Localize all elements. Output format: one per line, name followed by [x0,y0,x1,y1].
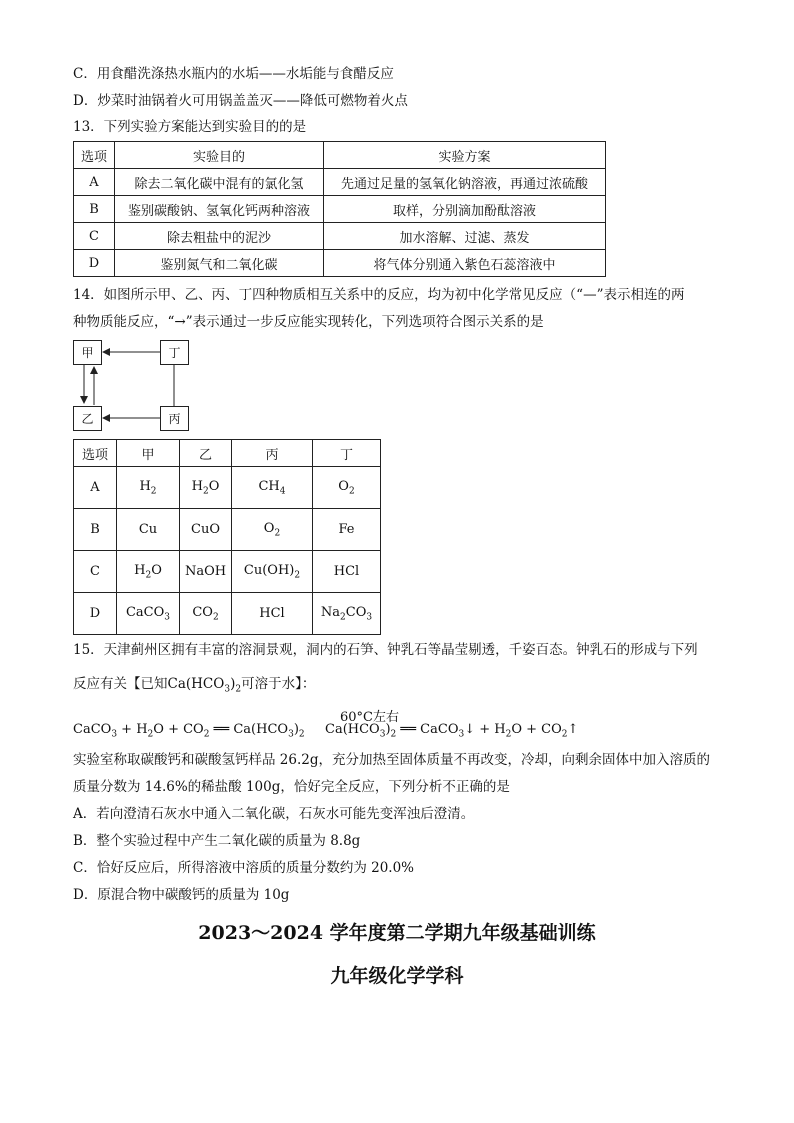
q15-option-a: A．若向澄清石灰水中通入二氧化碳，石灰水可能先变浑浊后澄清。 [73,806,475,822]
table-cell: 鉴别碳酸钠、氢氧化钙两种溶液 [115,196,324,223]
table-header: 乙 [180,440,232,467]
table-header-row [74,440,381,467]
table-cell: $CH_4$ [232,467,313,509]
table-cell: 先通过足量的氢氧化钠溶液，再通过浓硫酸 [324,169,606,196]
table-cell: 除去二氧化碳中混有的氯化氢 [115,169,324,196]
q15-option-b: B．整个实验过程中产生二氧化碳的质量为 8.8g [73,833,361,849]
table-cell: D [74,593,117,635]
q14-table [73,439,381,635]
option-c-prev: C．用食醋洗涤热水瓶内的水垢——水垢能与食醋反应 [73,66,394,82]
q14-stem-line2: 种物质能反应，“→”表示通过一步反应能实现转化，下列选项符合图示关系的是 [73,314,544,330]
q15-stem-line2 [73,674,315,700]
table-header: 选项 [74,440,117,467]
q15-stem-line1: 15．天津蓟州区拥有丰富的溶洞景观，洞内的石笋、钟乳石等晶莹剔透，千姿百态。钟乳石的形成与下列 [73,642,698,658]
table-header: 实验目的 [115,142,324,169]
q15-body-line1: 实验室称取碳酸钙和碳酸氢钙样品 26.2g，充分加热至固体质量不再改变，冷却，向剩余固体中加入溶质的 [73,752,710,768]
node-jia: 甲 [73,340,102,365]
table-cell: 将气体分别通入紫色石蕊溶液中 [324,250,606,277]
table-row [74,467,381,509]
table-row [74,551,381,593]
node-ding: 丁 [160,340,189,365]
table-cell: $Na_2CO_3$ [313,593,381,635]
table-cell: CuO [180,509,232,551]
equation-2-text: $Ca(HCO_3)_2$ ══ CaCO$_3$↓ + $H_2O$ + $CO_2↑$ [325,722,579,740]
table-cell: Fe [313,509,381,551]
table-cell: A [74,467,117,509]
table-header: 丁 [313,440,381,467]
table-cell: NaOH [180,551,232,593]
table-cell: D [74,250,115,277]
table-row [74,509,381,551]
equation-2-condition: 60°C左右 [340,710,399,725]
table-cell: $CO_2$ [180,593,232,635]
equation-2 [325,720,578,745]
table-cell: A [74,169,115,196]
table-cell: 加水溶解、过滤、蒸发 [324,223,606,250]
table-cell: CaCO$_3$ [117,593,180,635]
table-cell: $O_2$ [313,467,381,509]
equation-1 [73,720,305,745]
q15-stem-post: 可溶于水】： [241,676,316,692]
q13-stem: 13．下列实验方案能达到实验目的的是 [73,119,307,135]
table-cell: B [74,509,117,551]
q15-stem-pre: 反应有关【已知 [73,676,168,692]
q15-option-c: C．恰好反应后，所得溶液中溶质的质量分数约为 20.0% [73,860,415,876]
table-cell: C [74,551,117,593]
table-header: 甲 [117,440,180,467]
q15-option-d: D．原混合物中碳酸钙的质量为 10g [73,887,290,903]
equation-1-text: CaCO$_3$ + $H_2O + CO_2$ ══ $Ca(HCO_3)_2$ [73,722,305,740]
node-bing: 丙 [160,406,189,431]
table-cell: $O_2$ [232,509,313,551]
exam-title: 2023～2024 学年度第二学期九年级基础训练 [198,922,596,944]
table-cell: $H_2O$ [180,467,232,509]
option-d-prev: D．炒菜时油锅着火可用锅盖盖灭——降低可燃物着火点 [73,93,408,109]
table-cell: C [74,223,115,250]
table-cell: HCl [313,551,381,593]
table-row [74,593,381,635]
table-cell: Cu [117,509,180,551]
table-cell: 取样，分别滴加酚酞溶液 [324,196,606,223]
table-header: 实验方案 [324,142,606,169]
q15-formula: $Ca(HCO_3)_2$ [167,676,242,695]
table-cell: HCl [232,593,313,635]
table-header: 丙 [232,440,313,467]
exam-subject: 九年级化学学科 [330,965,464,987]
node-yi: 乙 [73,406,102,431]
table-cell: $H_2O$ [117,551,180,593]
table-header: 选项 [74,142,115,169]
table-cell: 鉴别氮气和二氧化碳 [115,250,324,277]
table-cell: 除去粗盐中的泥沙 [115,223,324,250]
table-cell: $H_2$ [117,467,180,509]
table-cell: $Cu(OH)_2$ [232,551,313,593]
table-cell: B [74,196,115,223]
q14-stem-line1: 14．如图所示甲、乙、丙、丁四种物质相互关系中的反应，均为初中化学常见反应（“—”表示相连的两 [73,287,685,303]
q15-body-line2: 质量分数为 14.6%的稀盐酸 100g，恰好完全反应，下列分析不正确的是 [73,779,510,795]
